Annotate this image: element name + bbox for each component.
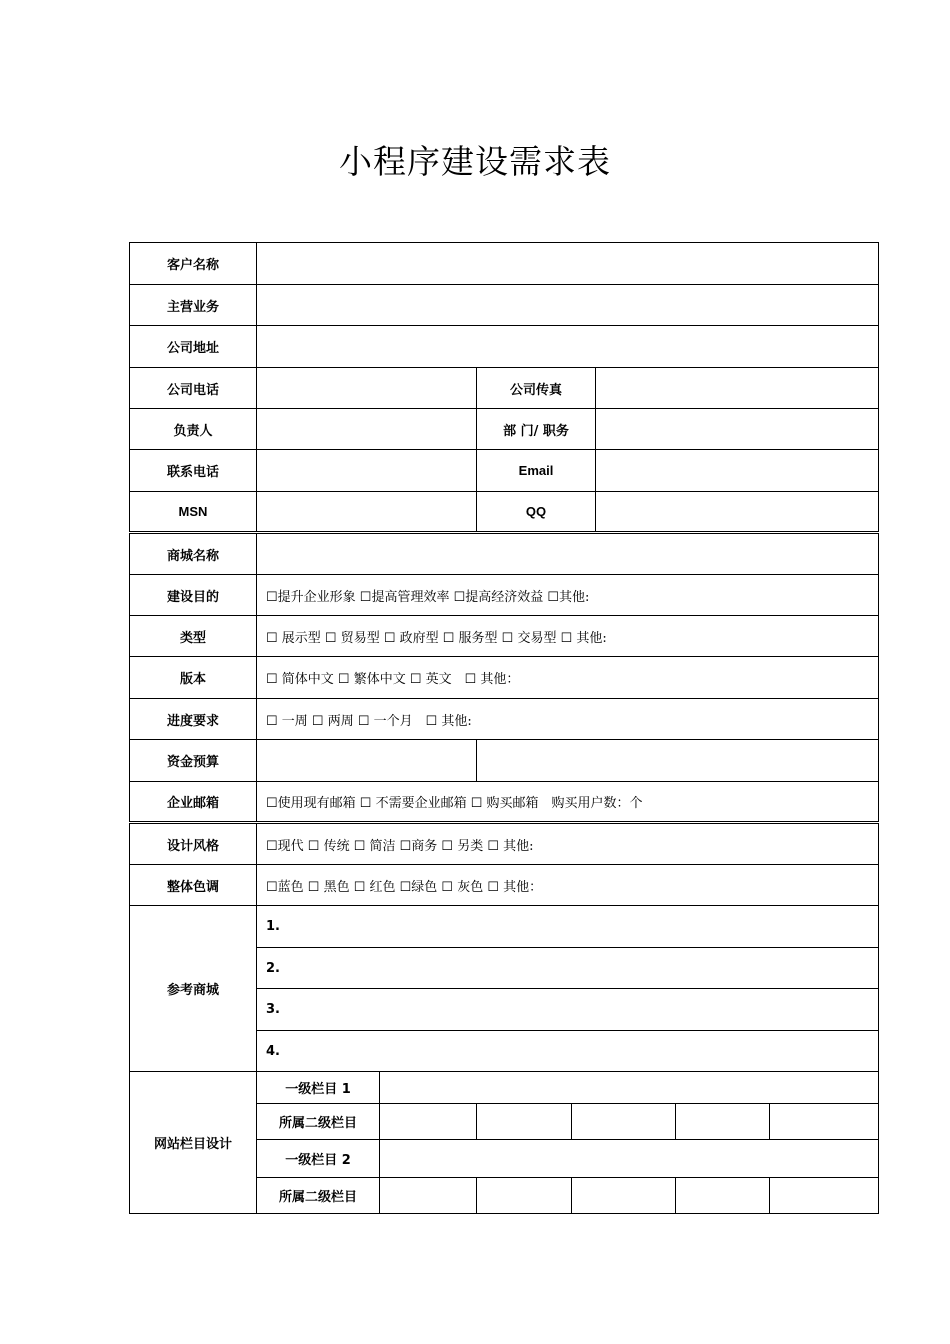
level2-col-cell[interactable] [770, 1178, 879, 1214]
budget-label: 资金预算 [130, 740, 257, 782]
main-business-label: 主营业务 [130, 285, 257, 326]
company-fax-field[interactable] [596, 368, 879, 409]
msn-label: MSN [130, 492, 257, 533]
qq-field[interactable] [596, 492, 879, 533]
department-title-field[interactable] [596, 409, 879, 450]
overall-color-label: 整体色调 [130, 865, 257, 906]
row-msn [130, 492, 879, 533]
level1-col-2-field[interactable] [380, 1140, 879, 1178]
company-phone-label: 公司电话 [130, 368, 257, 409]
row-main-business [130, 285, 879, 326]
level2-col-cell[interactable] [572, 1178, 676, 1214]
reference-item[interactable]: 4. [257, 1031, 879, 1072]
department-title-label: 部 门/ 职务 [477, 409, 596, 450]
email-label: Email [477, 450, 596, 492]
company-phone-field[interactable] [257, 368, 477, 409]
row-schedule [130, 699, 879, 740]
type-label: 类型 [130, 616, 257, 657]
reference-item[interactable]: 2. [257, 948, 879, 989]
row-version [130, 657, 879, 699]
level2-col-cell[interactable] [380, 1104, 477, 1140]
type-options[interactable]: ☐ 展示型 ☐ 贸易型 ☐ 政府型 ☐ 服务型 ☐ 交易型 ☐ 其他: [257, 616, 879, 657]
customer-name-label: 客户名称 [130, 243, 257, 285]
row-customer-name [130, 243, 879, 285]
row-reference-1 [130, 906, 879, 948]
reference-item[interactable]: 1. [257, 906, 879, 948]
msn-field[interactable] [257, 492, 477, 533]
level2-col-cell[interactable] [477, 1178, 572, 1214]
purpose-options[interactable]: ☐提升企业形象 ☐提高管理效率 ☐提高经济效益 ☐其他: [257, 575, 879, 616]
row-budget [130, 740, 879, 782]
version-options[interactable]: ☐ 简体中文 ☐ 繁体中文 ☐ 英文 ☐ 其他： [257, 657, 879, 699]
row-mall-name [130, 533, 879, 575]
company-address-label: 公司地址 [130, 326, 257, 368]
level2-col-label: 所属二级栏目 [257, 1104, 380, 1140]
budget-extra-field[interactable] [477, 740, 879, 782]
person-in-charge-label: 负责人 [130, 409, 257, 450]
qq-label: QQ [477, 492, 596, 533]
person-in-charge-field[interactable] [257, 409, 477, 450]
email-field[interactable] [596, 450, 879, 492]
reference-item[interactable]: 3. [257, 989, 879, 1031]
row-design-style [130, 823, 879, 865]
level2-col-cell[interactable] [676, 1178, 770, 1214]
column-design-label: 网站栏目设计 [130, 1072, 257, 1214]
schedule-label: 进度要求 [130, 699, 257, 740]
color-options[interactable]: ☐蓝色 ☐ 黑色 ☐ 红色 ☐绿色 ☐ 灰色 ☐ 其他： [257, 865, 879, 906]
customer-name-field[interactable] [257, 243, 879, 285]
style-options[interactable]: ☐现代 ☐ 传统 ☐ 简洁 ☐商务 ☐ 另类 ☐ 其他: [257, 823, 879, 865]
design-style-label: 设计风格 [130, 823, 257, 865]
page-title: 小程序建设需求表 [339, 142, 611, 181]
level1-col-2-label: 一级栏目 2 [257, 1140, 380, 1178]
level2-col-label: 所属二级栏目 [257, 1178, 380, 1214]
level2-col-cell[interactable] [380, 1178, 477, 1214]
level2-col-cell[interactable] [676, 1104, 770, 1140]
mall-name-field[interactable] [257, 533, 879, 575]
row-overall-color [130, 865, 879, 906]
row-contact-phone [130, 450, 879, 492]
company-fax-label: 公司传真 [477, 368, 596, 409]
level2-col-cell[interactable] [477, 1104, 572, 1140]
requirements-form-table [129, 242, 879, 1214]
level1-col-1-label: 一级栏目 1 [257, 1072, 380, 1104]
schedule-options[interactable]: ☐ 一周 ☐ 两周 ☐ 一个月 ☐ 其他: [257, 699, 879, 740]
enterprise-mail-label: 企业邮箱 [130, 782, 257, 823]
reference-mall-label: 参考商城 [130, 906, 257, 1072]
purpose-label: 建设目的 [130, 575, 257, 616]
company-address-field[interactable] [257, 326, 879, 368]
level2-col-cell[interactable] [572, 1104, 676, 1140]
row-purpose [130, 575, 879, 616]
row-type [130, 616, 879, 657]
row-level1-col-1 [130, 1072, 879, 1104]
row-company-phone [130, 368, 879, 409]
row-person-in-charge [130, 409, 879, 450]
mail-options[interactable]: ☐使用现有邮箱 ☐ 不需要企业邮箱 ☐ 购买邮箱 购买用户数：个 [257, 782, 879, 823]
main-business-field[interactable] [257, 285, 879, 326]
contact-phone-field[interactable] [257, 450, 477, 492]
level1-col-1-field[interactable] [380, 1072, 879, 1104]
version-label: 版本 [130, 657, 257, 699]
row-enterprise-mail [130, 782, 879, 823]
level2-col-cell[interactable] [770, 1104, 879, 1140]
row-company-address [130, 326, 879, 368]
mall-name-label: 商城名称 [130, 533, 257, 575]
budget-field[interactable] [257, 740, 477, 782]
contact-phone-label: 联系电话 [130, 450, 257, 492]
